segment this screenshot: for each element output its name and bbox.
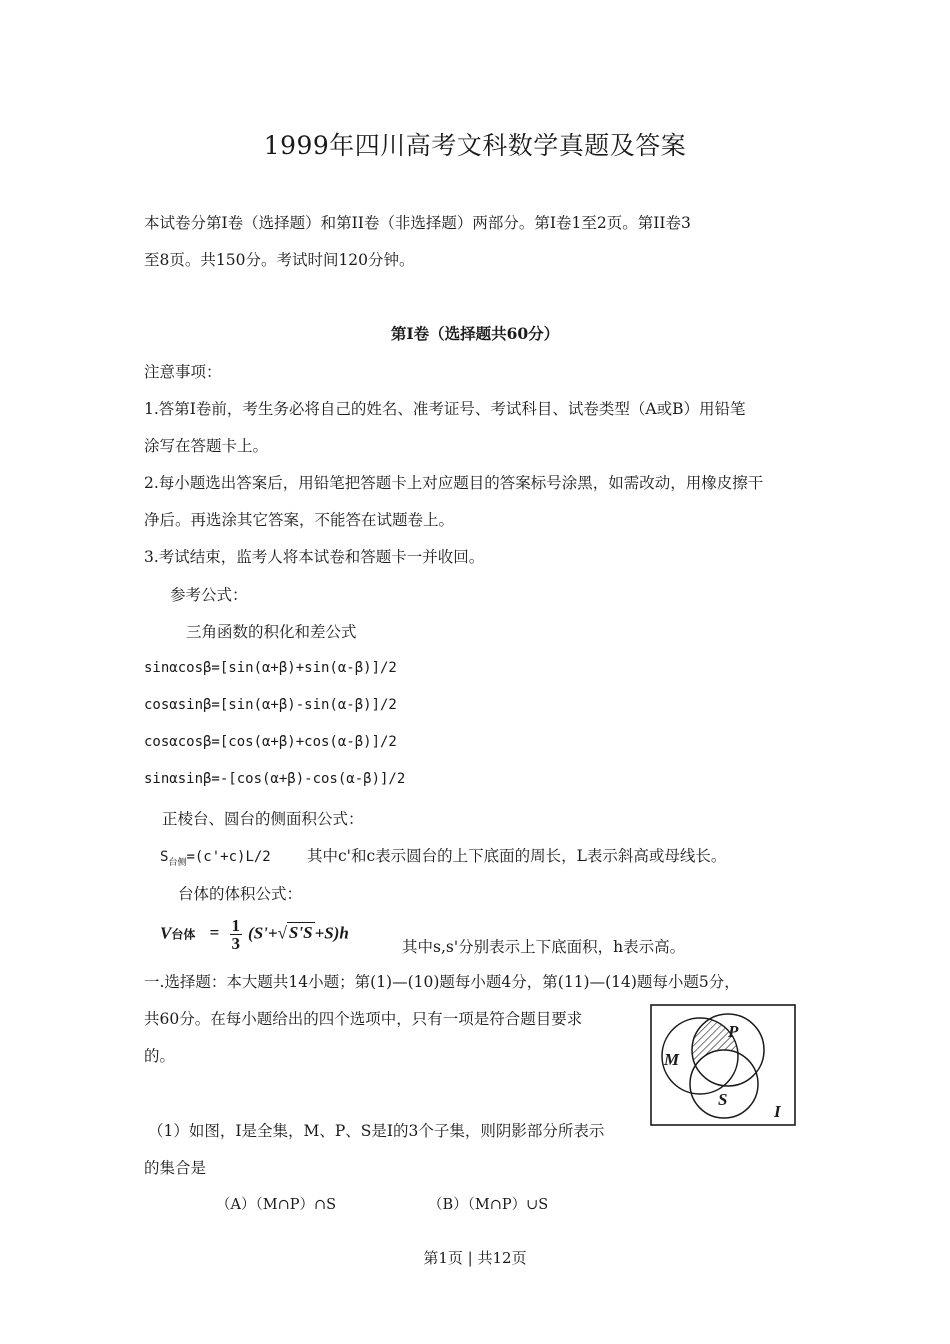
- lateral-expression: =(c'+c)L/2: [186, 849, 271, 865]
- section-heading: 第Ⅰ卷（选择题共60分）: [390, 324, 560, 343]
- page-footer: 第1页 | 共12页: [423, 1249, 527, 1267]
- question-1-line-2: 的集合是: [144, 1159, 207, 1177]
- trig-formula-3: cosαcosβ=[cos(α+β)+cos(α-β)]/2: [144, 734, 397, 750]
- one-third-fraction: [230, 917, 243, 952]
- volume-close-term: +S)h: [314, 923, 349, 943]
- choice-intro-line-2: 共60分。在每小题给出的四个选项中，只有一项是符合题目要求: [144, 1010, 583, 1028]
- volume-sqrt-term: S'S: [288, 923, 313, 943]
- set-s-label: S: [718, 1090, 728, 1109]
- set-i-label: I: [774, 1102, 781, 1121]
- venn-diagram: [650, 1004, 796, 1126]
- trig-formula-1: sinαcosβ=[sin(α+β)+sin(α-β)]/2: [144, 660, 397, 676]
- fraction-numerator: 1: [231, 916, 241, 935]
- notice-3: 3.考试结束，监考人将本试卷和答题卡一并收回。: [144, 548, 485, 566]
- volume-title: 台体的体积公式：: [178, 885, 303, 903]
- trig-formula-2: cosαsinβ=[sin(α+β)-sin(α-β)]/2: [144, 697, 397, 713]
- lateral-area-formula: [160, 846, 271, 869]
- page-title: 1999年四川高考文科数学真题及答案: [263, 131, 687, 160]
- lateral-area-description: 其中c'和c表示圆台的上下底面的周长，L表示斜高或母线长。: [307, 847, 727, 865]
- notice-1-line-1: 1.答第Ⅰ卷前，考生务必将自己的姓名、准考证号、考试科目、试卷类型（A或B）用铅笔: [144, 400, 746, 418]
- lateral-symbol: S: [160, 849, 169, 865]
- notice-2-line-2: 净后。再选涂其它答案，不能答在试题卷上。: [144, 511, 455, 529]
- notice-title: 注意事项：: [144, 363, 222, 381]
- volume-description: 其中s,s'分别表示上下底面积，h表示高。: [402, 938, 686, 956]
- volume-equals: =: [209, 923, 220, 943]
- intro-line-1: 本试卷分第Ⅰ卷（选择题）和第ⅠI卷（非选择题）两部分。第Ⅰ卷1至2页。第ⅠI卷3: [144, 214, 691, 232]
- trig-formula-4: sinαsinβ=-[cos(α+β)-cos(α-β)]/2: [144, 771, 406, 787]
- notice-2-line-1: 2.每小题选出答案后，用铅笔把答题卡上对应题目的答案标号涂黑，如需改动，用橡皮擦干: [144, 474, 764, 492]
- volume-open-term: (S'+: [248, 923, 278, 943]
- reference-formulas-label: 参考公式：: [170, 586, 248, 604]
- question-1-option-a: （A）（M∩P）∩S: [216, 1197, 337, 1213]
- question-1-line-1: （1）如图，I是全集，M、P、S是I的3个子集，则阴影部分所表示: [148, 1122, 605, 1140]
- set-m-label: M: [664, 1050, 680, 1069]
- notice-1-line-2: 涂写在答题卡上。: [144, 437, 269, 455]
- intro-line-2: 至8页。共150分。考试时间120分钟。: [144, 251, 415, 269]
- volume-symbol: V: [160, 923, 172, 943]
- lateral-area-title: 正棱台、圆台的侧面积公式：: [162, 810, 364, 828]
- trig-formulas-title: 三角函数的积化和差公式: [186, 623, 357, 641]
- lateral-subscript: 台侧: [168, 858, 187, 868]
- sqrt-sign: √: [277, 923, 287, 943]
- volume-formula: [160, 917, 349, 952]
- set-p-label: P: [728, 1022, 739, 1041]
- question-1-option-b: （B）（M∩P）∪S: [428, 1197, 549, 1213]
- fraction-denominator: 3: [231, 934, 241, 953]
- volume-subscript: 台体: [171, 927, 196, 942]
- choice-intro-line-3: 的。: [144, 1047, 176, 1065]
- choice-intro-line-1: 一.选择题：本大题共14小题；第(1)—(10)题每小题4分，第(11)—(14)题每小题5分，: [144, 973, 740, 991]
